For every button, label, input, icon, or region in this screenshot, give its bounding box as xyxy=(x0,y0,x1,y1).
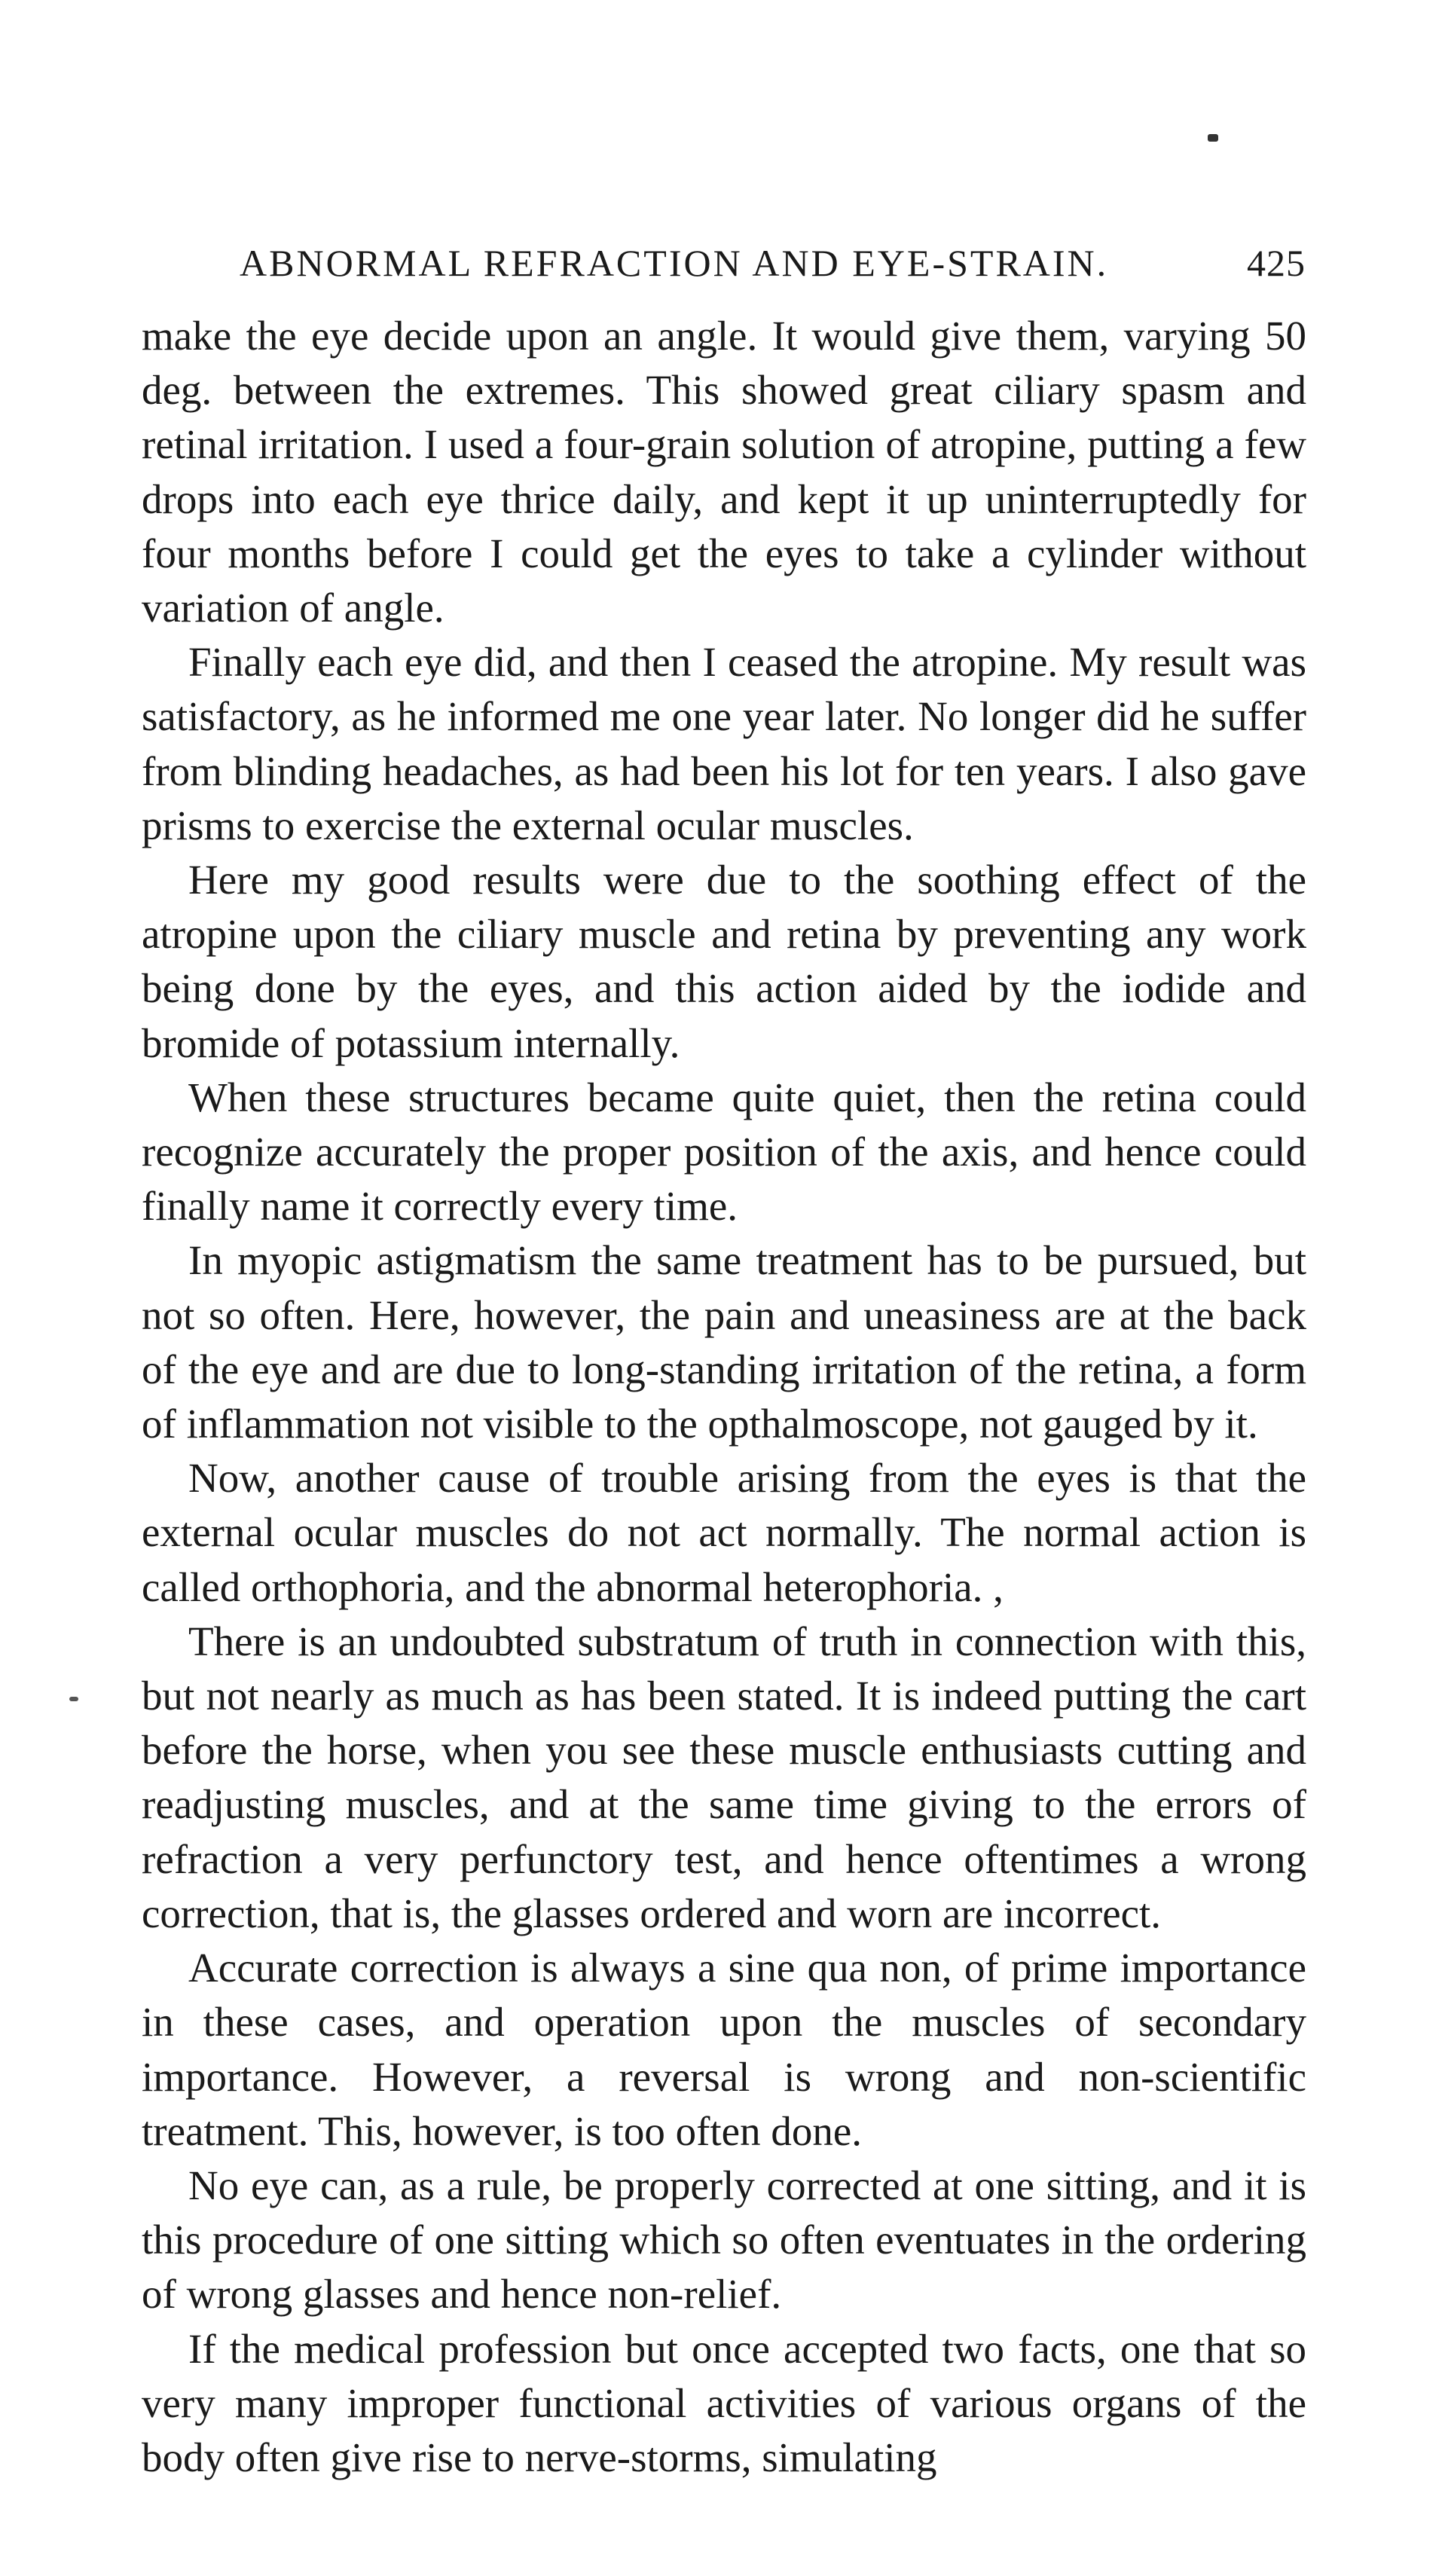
paragraph: No eye can, as a rule, be properly corrected at one sitting, and it is this procedure of one sitting which so often eventuates in the ordering of wrong glasses and hence non-relief. xyxy=(142,2162,1306,2318)
ink-speck xyxy=(1208,134,1218,142)
paragraph: Accurate correction is always a sine qua non, of prime importance in these cases, and operation upon the muscles of secondary importance. However, a reversal is wrong and non-scientific treatment. This, however, is too often done. xyxy=(142,1945,1306,2154)
ink-speck xyxy=(69,1697,78,1701)
paragraph: In myopic astigmatism the same treatment has to be pursued, but not so often. Here, however, the pain and uneasiness are at the back of the eye and are due to long-standing irritation of the retina, a form of inflammation not visible to the opthalmoscope, not gauged by it. xyxy=(142,1237,1306,1447)
paragraph: When these structures became quite quiet, then the retina could recognize accurately the proper position of the axis, and hence could finally name it correctly every time. xyxy=(142,1074,1306,1230)
running-title: ABNORMAL REFRACTION AND EYE-STRAIN. xyxy=(240,242,1109,284)
body-text xyxy=(142,309,1306,2485)
paragraph: make the eye decide upon an angle. It would give them, varying 50 deg. between the extremes. This showed great ciliary spasm and retinal irritation. I used a four-grain solution of atropine, putting a few drops into each eye thrice daily, and kept it up uninterruptedly for four months before I could get the eyes to take a cylinder without variation of angle. xyxy=(142,313,1306,631)
page-number: 425 xyxy=(1247,242,1306,284)
paragraph: Here my good results were due to the soothing effect of the atropine upon the ciliary muscle and retina by preventing any work being done by the eyes, and this action aided by the iodide and bromide of potassium internally. xyxy=(142,857,1306,1066)
paragraph: There is an undoubted substratum of truth in connection with this, but not nearly as much as has been stated. It is indeed putting the cart before the horse, when you see these muscle enthusiasts cutting and readjusting muscles, and at the same time giving to the errors of refraction a very perfunctory test, and hence oftentimes a wrong correction, that is, the glasses ordered and worn are incorrect. xyxy=(142,1618,1306,1936)
paragraph: Now, another cause of trouble arising from the eyes is that the external ocular muscles do not act normally. The normal action is called orthophoria, and the abnormal heterophoria. , xyxy=(142,1455,1306,1610)
paragraph: If the medical profession but once accepted two facts, one that so very many improper functional activities of various organs of the body often give rise to nerve-storms, simulating xyxy=(142,2325,1306,2480)
paragraph: Finally each eye did, and then I ceased the atropine. My result was satisfactory, as he informed me one year later. No longer did he suffer from blinding headaches, as had been his lot for ten years. I also gave prisms to exercise the external ocular muscles. xyxy=(142,639,1306,848)
running-head xyxy=(240,237,1306,289)
